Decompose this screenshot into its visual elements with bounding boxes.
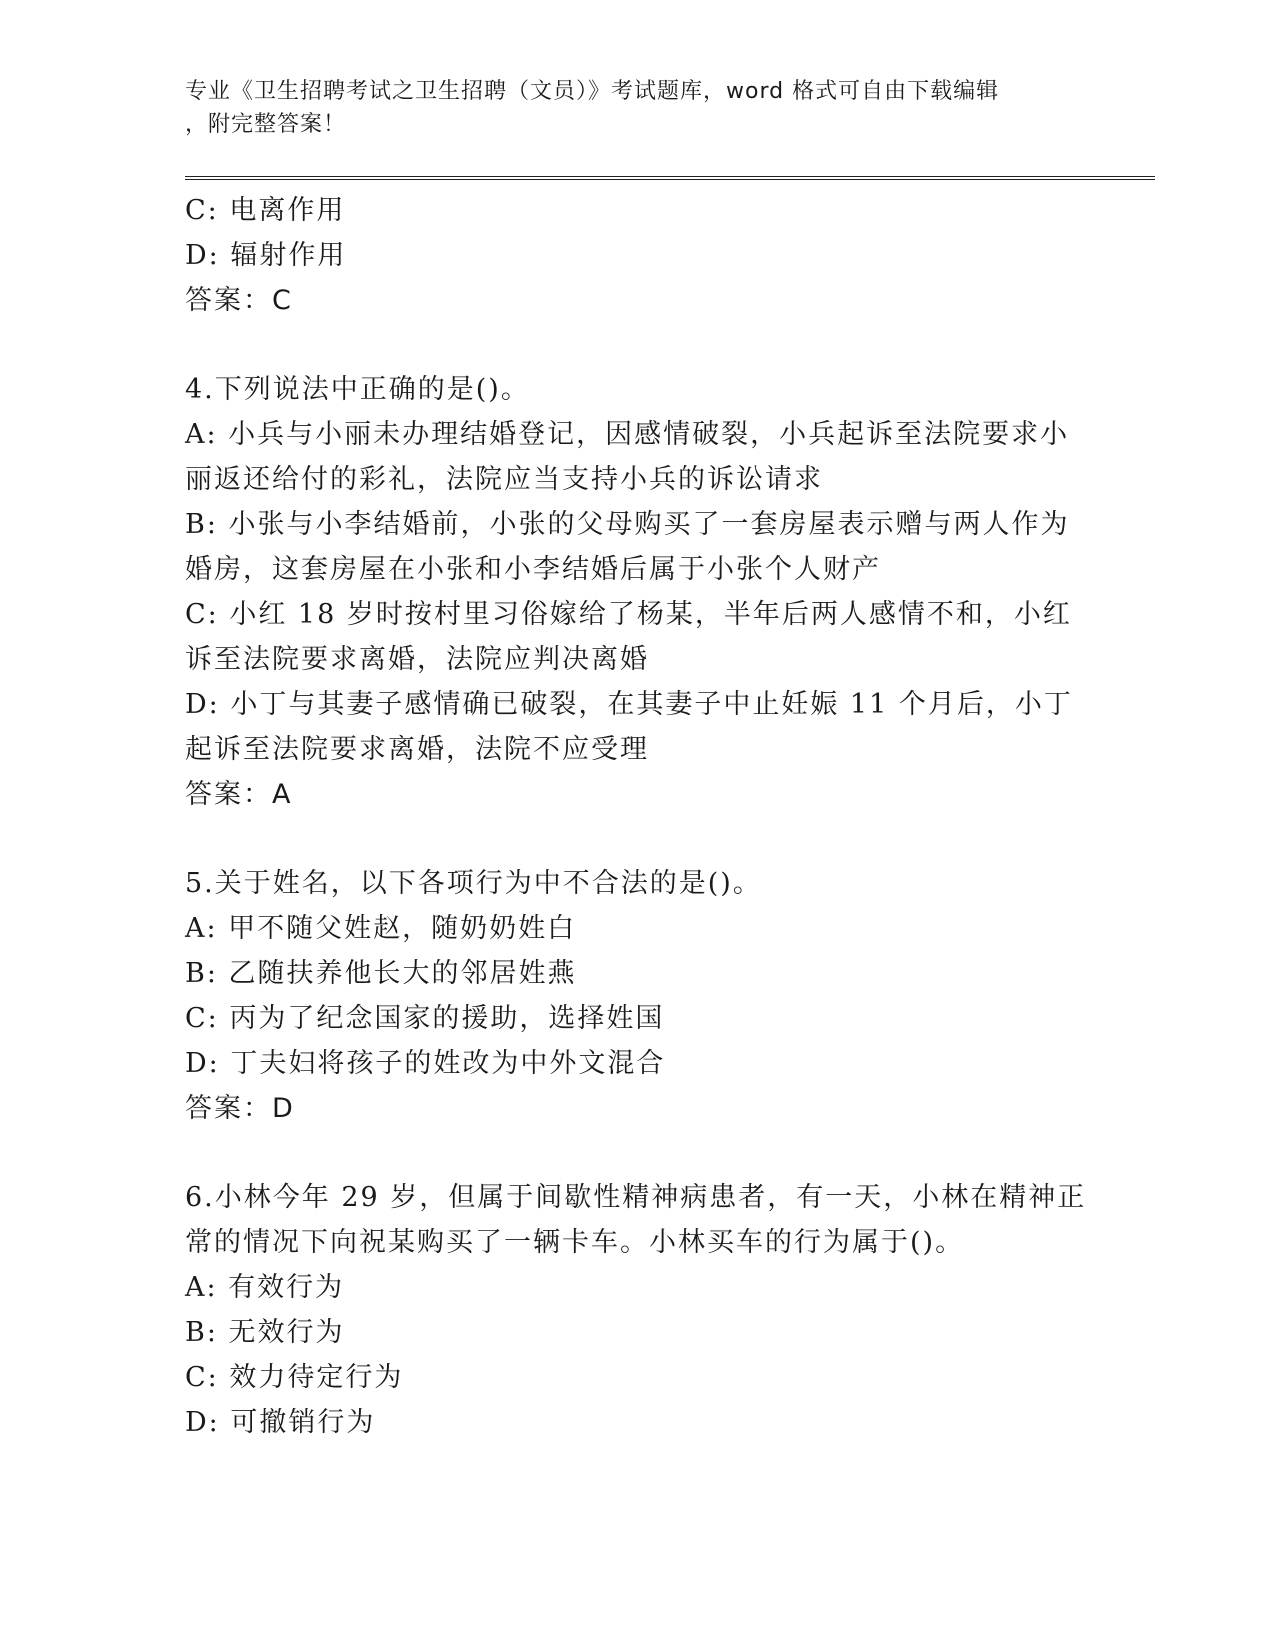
question-text: 4.下列说法中正确的是()。 xyxy=(185,374,530,405)
option-a: A: 有效行为 xyxy=(185,1272,345,1303)
question-text-line-2: 常的情况下向祝某购买了一辆卡车。小林买车的行为属于()。 xyxy=(185,1227,965,1258)
option-d-line-2: 起诉至法院要求离婚，法院不应受理 xyxy=(185,734,649,765)
question-text: 5.关于姓名，以下各项行为中不合法的是()。 xyxy=(185,868,762,899)
option-d-line-1: D: 小丁与其妻子感情确已破裂，在其妻子中止妊娠 11 个月后，小丁 xyxy=(185,689,1073,720)
question-6 xyxy=(185,1175,1085,1445)
option-c: C: 效力待定行为 xyxy=(185,1362,404,1393)
page-header xyxy=(185,75,1065,141)
option-b-line-1: B: 小张与小李结婚前，小张的父母购买了一套房屋表示赠与两人作为 xyxy=(185,509,1070,540)
option-c-line-1: C: 小红 18 岁时按村里习俗嫁给了杨某，半年后两人感情不和，小红 xyxy=(185,599,1072,630)
option-d: D: 辐射作用 xyxy=(185,240,347,271)
question-4 xyxy=(185,367,1085,817)
answer-line: 答案：C xyxy=(185,285,293,316)
question-5 xyxy=(185,861,1085,1131)
option-a: A: 甲不随父姓赵，随奶奶姓白 xyxy=(185,913,577,944)
option-d: D: 丁夫妇将孩子的姓改为中外文混合 xyxy=(185,1048,666,1079)
header-line-2: ，附完整答案！ xyxy=(185,112,347,137)
option-d: D: 可撤销行为 xyxy=(185,1407,376,1438)
answer-line: 答案：A xyxy=(185,779,293,810)
question-text-line-1: 6.小林今年 29 岁，但属于间歇性精神病患者，有一天，小林在精神正 xyxy=(185,1182,1087,1213)
header-line-1: 专业《卫生招聘考试之卫生招聘（文员）》考试题库，word 格式可自由下载编辑 xyxy=(185,79,1000,104)
option-b: B: 乙随扶养他长大的邻居姓燕 xyxy=(185,958,577,989)
option-b: B: 无效行为 xyxy=(185,1317,345,1348)
option-a-line-2: 丽返还给付的彩礼，法院应当支持小兵的诉讼请求 xyxy=(185,464,823,495)
option-c: C: 丙为了纪念国家的援助，选择姓国 xyxy=(185,1003,665,1034)
option-c: C: 电离作用 xyxy=(185,195,346,226)
answer-line: 答案：D xyxy=(185,1093,295,1124)
header-divider xyxy=(185,176,1155,180)
option-c-line-2: 诉至法院要求离婚，法院应判决离婚 xyxy=(185,644,649,675)
question-3-tail xyxy=(185,188,1085,323)
option-b-line-2: 婚房，这套房屋在小张和小李结婚后属于小张个人财产 xyxy=(185,554,881,585)
option-a-line-1: A: 小兵与小丽未办理结婚登记，因感情破裂，小兵起诉至法院要求小 xyxy=(185,419,1070,450)
question-content xyxy=(185,188,1085,1445)
